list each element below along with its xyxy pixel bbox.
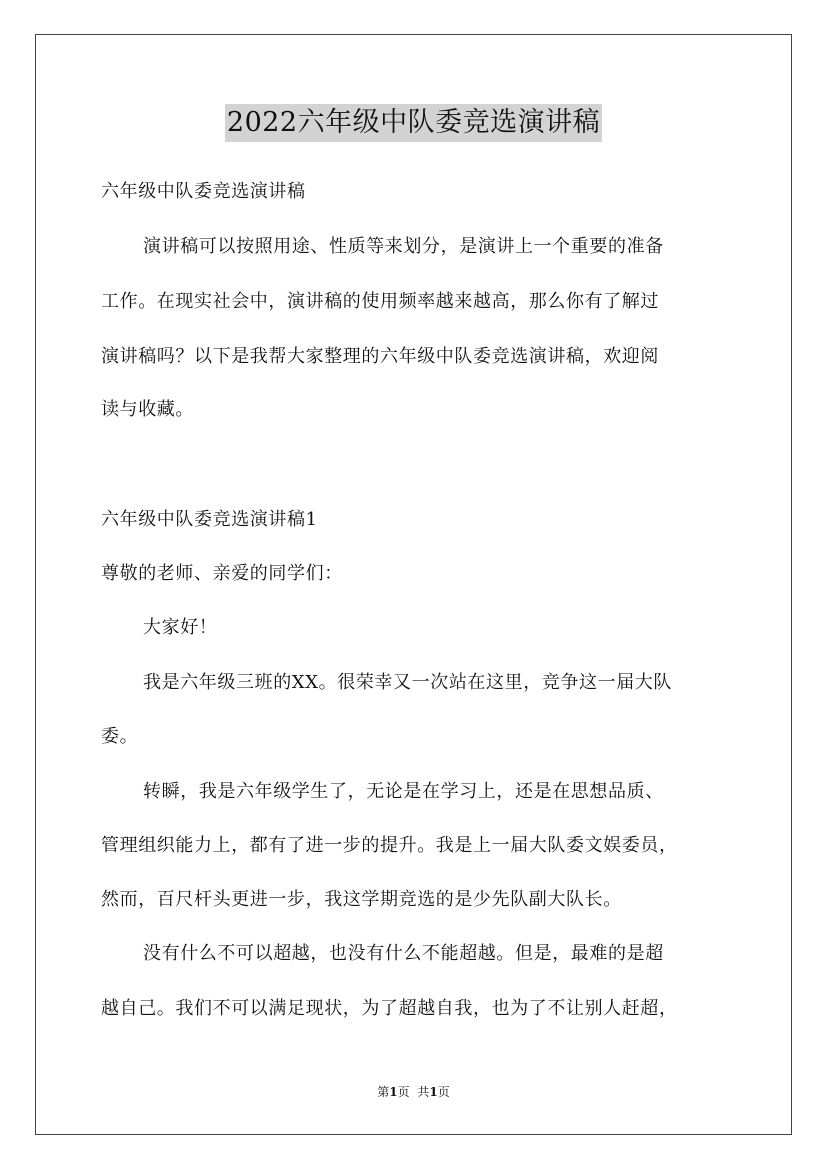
page-footer xyxy=(0,1084,827,1100)
greeting: 大家好！ xyxy=(143,617,218,638)
total-prefix: 共 xyxy=(417,1085,430,1099)
page-prefix: 第 xyxy=(377,1085,390,1099)
page-number: 1 xyxy=(389,1085,398,1099)
total-pages: 1 xyxy=(429,1085,438,1099)
intro-line-2: 工作。在现实社会中，演讲稿的使用频率越来越高，那么你有了解过 xyxy=(101,291,659,312)
salutation: 尊敬的老师、亲爱的同学们： xyxy=(101,563,343,584)
total-suffix: 页 xyxy=(437,1085,450,1099)
document-subtitle: 六年级中队委竞选演讲稿 xyxy=(101,181,306,202)
body-line-3: 转瞬，我是六年级学生了，无论是在学习上，还是在思想品质、 xyxy=(143,781,664,802)
title-container xyxy=(0,104,827,142)
intro-line-3: 演讲稿吗？以下是我帮大家整理的六年级中队委竞选演讲稿，欢迎阅 xyxy=(101,346,659,367)
body-line-2: 委。 xyxy=(101,726,139,747)
body-line-1: 我是六年级三班的XX。很荣幸又一次站在这里，竞争这一届大队 xyxy=(143,672,673,693)
intro-line-1: 演讲稿可以按照用途、性质等来划分，是演讲上一个重要的准备 xyxy=(143,236,664,257)
body-line-6: 没有什么不可以超越，也没有什么不能超越。但是，最难的是超 xyxy=(143,943,664,964)
body-line-4: 管理组织能力上，都有了进一步的提升。我是上一届大队委文娱委员， xyxy=(101,835,678,856)
page-suffix: 页 xyxy=(397,1085,410,1099)
body-line-5: 然而，百尺杆头更进一步，我这学期竞选的是少先队副大队长。 xyxy=(101,889,622,910)
section-title: 六年级中队委竞选演讲稿1 xyxy=(101,509,318,530)
body-line-7: 越自己。我们不可以满足现状，为了超越自我，也为了不让别人赶超， xyxy=(101,998,678,1019)
document-title: 2022六年级中队委竞选演讲稿 xyxy=(225,104,602,142)
intro-line-4: 读与收藏。 xyxy=(101,399,194,420)
